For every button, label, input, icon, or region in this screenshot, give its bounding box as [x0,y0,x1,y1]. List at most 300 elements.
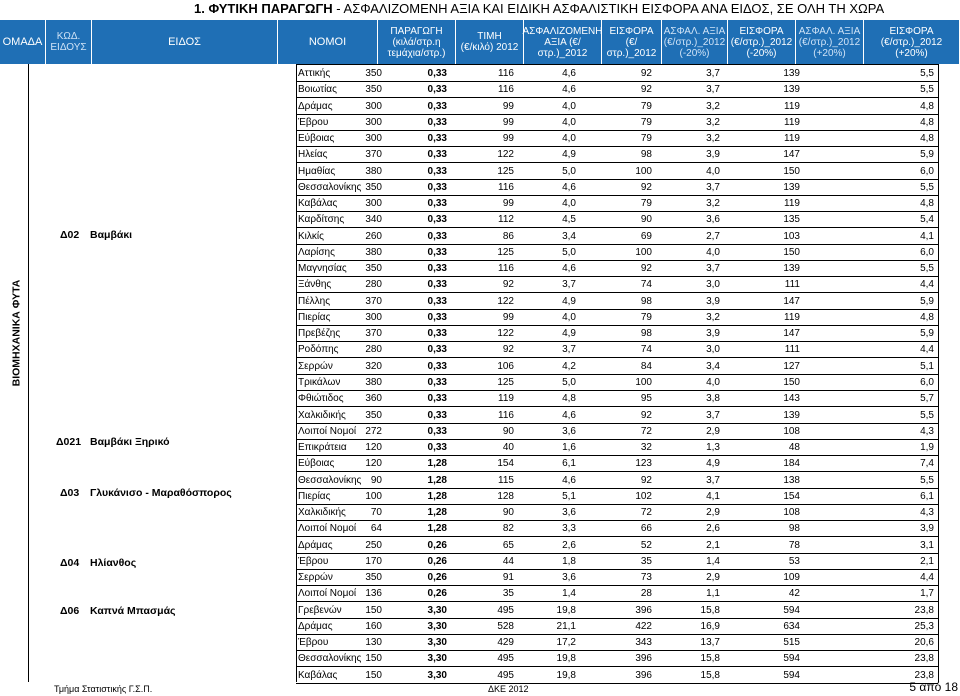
page-number: 5 από 18 [909,680,958,694]
table-cell: 69 [640,230,652,242]
table-cell: 3,2 [706,311,720,323]
group-name: Βαμβάκι [90,229,133,241]
table-cell: 150 [783,246,800,258]
table-cell: 135 [783,214,800,226]
table-cell: Χαλκιδικής [298,507,346,518]
table-cell: 111 [784,279,800,291]
table-cell: 147 [783,295,800,307]
table-cell: Εύβοιας [298,133,335,144]
table-cell: Πιερίας [298,311,331,323]
divider [28,64,29,682]
table-cell: 99 [502,311,514,323]
table-cell: 4,6 [562,84,576,96]
group-code: Δ06 [60,605,80,617]
table-cell: 70 [370,507,382,518]
group-code: Δ04 [60,557,80,569]
table-cell: 2,1 [920,555,934,567]
table-cell: Έβρου [298,116,329,128]
table-cell: 360 [365,393,382,405]
table-cell: 86 [502,230,514,242]
table-cell: 3,0 [706,279,720,291]
header-paragogi: ΠΑΡΑΓΩΓΗ (κιλά/στρ.η τεμάχια/στρ.) [378,20,456,64]
table-cell: 4,3 [920,507,934,518]
table-cell: 1,28 [427,523,447,535]
table-cell: Ημαθίας [298,165,336,177]
table-cell: 150 [365,669,382,681]
table-row [296,163,938,180]
table-cell: 91 [502,572,514,584]
table-cell: 0,26 [427,555,447,567]
table-cell: 147 [783,149,800,161]
table-cell: 1,6 [562,442,576,453]
table-cell: 53 [788,555,800,567]
table-cell: 396 [635,669,652,681]
table-cell: 272 [365,425,382,437]
header-omada: ΟΜΑΔΑ [0,20,46,64]
table-cell: 111 [784,344,800,356]
table-cell: 4,0 [562,198,576,210]
table-cell: 25,3 [914,620,934,632]
table-cell: 396 [635,653,652,665]
table-cell: Βοιωτίας [298,84,337,96]
table-row [296,618,938,635]
table-row [296,634,938,651]
table-cell: 128 [497,490,514,502]
table-cell: 99 [502,133,514,144]
table-cell: 5,0 [562,376,576,388]
table-cell: 6,0 [920,246,934,258]
table-cell: 594 [783,653,800,665]
table-cell: 139 [783,181,800,193]
group-name: Γλυκάνισο - Μαραθόσπορος [90,487,232,499]
table-cell: 1,28 [427,474,447,486]
table-cell: 320 [365,360,382,372]
table-cell: 103 [783,230,800,242]
table-cell: 280 [365,344,382,356]
table-cell: 6,1 [562,458,576,470]
table-cell: 125 [497,165,514,177]
table-cell: Ροδόπης [298,344,339,356]
table-row [296,390,938,407]
table-row [296,569,938,586]
table-cell: Εύβοιας [298,458,335,470]
table-cell: 3,2 [706,100,720,112]
table-cell: 4,8 [920,198,934,210]
table-cell: 5,9 [920,295,934,307]
table-cell: Λοιποί Νομοί [298,523,357,535]
header-eis-minus20: ΕΙΣΦΟΡΑ (€/στρ.)_2012 (-20%) [728,20,796,64]
table-cell: 90 [502,507,514,518]
table-row [296,195,938,212]
table-cell: 116 [498,181,514,193]
table-cell: Σερρών [298,360,333,372]
table-cell: Λοιποί Νομοί [298,588,357,600]
table-row [296,407,938,424]
table-cell: Γρεβενών [298,604,342,616]
table-cell: 4,8 [920,133,934,144]
table-cell: 5,5 [920,409,934,421]
table-cell: 3,9 [706,328,720,340]
table-cell: 3,7 [562,279,576,291]
table-cell: 84 [640,360,652,372]
table-cell: 5,5 [920,181,934,193]
table-cell: 4,6 [562,474,576,486]
table-cell: 4,0 [562,116,576,128]
table-cell: 3,6 [562,507,576,518]
table-cell: 4,9 [562,295,576,307]
table-cell: 0,33 [427,328,447,340]
table-cell: 4,6 [562,409,576,421]
table-cell: 2,6 [562,539,576,551]
table-cell: 300 [365,116,382,128]
table-cell: 634 [783,620,800,632]
table-row [296,325,938,342]
header-asf-minus20: ΑΣΦΑΛ. ΑΞΙΑ (€/στρ.)_2012 (-20%) [662,20,728,64]
table-cell: 66 [640,523,652,535]
table-cell: 109 [783,572,800,584]
header-eis-plus20: ΕΙΣΦΟΡΑ (€/στρ.)_2012 (+20%) [864,20,960,64]
table-cell: 92 [640,474,652,486]
table-cell: 1,8 [562,555,576,567]
table-cell: Καρδίτσης [298,214,345,226]
table-cell: 3,1 [920,539,934,551]
table-cell: 130 [365,637,382,649]
table-cell: 1,4 [562,588,576,600]
table-cell: 350 [365,263,382,275]
table-row [296,602,938,619]
table-cell: 260 [365,230,382,242]
group-code: Δ03 [60,487,80,499]
table-row [296,439,938,456]
table-cell: 136 [365,588,382,600]
table-cell: 3,0 [706,344,720,356]
table-row [296,244,938,261]
table-cell: 4,0 [706,376,720,388]
table-cell: 170 [365,555,382,567]
table-cell: 90 [640,214,652,226]
table-cell: 120 [365,458,382,470]
table-cell: 119 [784,100,800,112]
table-cell: 0,33 [427,279,447,291]
table-cell: Μαγνησίας [298,263,347,275]
table-cell: 5,9 [920,149,934,161]
table-cell: Δράμας [298,100,333,112]
table-cell: Έβρου [298,555,329,567]
table-cell: 4,1 [706,490,720,502]
group-name: Βαμβάκι Ξηρικό [90,436,170,448]
table-cell: 16,9 [700,620,720,632]
table-cell: Τρικάλων [298,376,341,388]
table-cell: 3,7 [706,68,720,79]
table-cell: 65 [502,539,514,551]
table-cell: 370 [365,328,382,340]
table-cell: 4,9 [562,149,576,161]
table-cell: 98 [640,149,652,161]
table-cell: 3,7 [706,181,720,193]
table-cell: 35 [502,588,514,600]
table-cell: 6,0 [920,165,934,177]
table-cell: 21,1 [556,620,576,632]
table-cell: 2,9 [706,425,720,437]
table-cell: 106 [497,360,514,372]
table-cell: 2,9 [706,572,720,584]
table-cell: 92 [640,68,652,79]
table-cell: 1,1 [706,588,720,600]
table-cell: 3,7 [706,409,720,421]
table-cell: 396 [635,604,652,616]
table-cell: 300 [365,311,382,323]
table-cell: 5,4 [920,214,934,226]
table-cell: 3,2 [706,116,720,128]
table-row [296,423,938,440]
table-cell: 3,30 [427,669,447,681]
table-cell: 495 [497,653,514,665]
table-cell: 100 [635,246,652,258]
table-cell: 122 [497,295,514,307]
table-cell: 23,8 [914,669,934,681]
table-row [296,260,938,277]
header-asfalizomeni: ΑΣΦΑΛΙΖΟΜΕΝΗ ΑΞΙΑ (€/στρ.)_2012 [524,20,602,64]
table-cell: 5,5 [920,84,934,96]
table-cell: 40 [502,442,514,453]
table-cell: 154 [497,458,514,470]
table-cell: 350 [365,572,382,584]
header-nomoi: ΝΟΜΟΙ [278,20,378,64]
header-eisfora: ΕΙΣΦΟΡΑ (€/στρ.)_2012 [602,20,662,64]
table-cell: 72 [640,425,652,437]
table-row [296,455,938,472]
table-cell: 28 [640,588,652,600]
table-cell: 150 [365,604,382,616]
table-cell: 0,33 [427,344,447,356]
table-row [296,374,938,391]
table-cell: 0,33 [427,100,447,112]
table-cell: Πέλλης [298,295,331,307]
table-cell: 0,33 [427,133,447,144]
table-row [296,81,938,98]
table-row [296,667,938,684]
table-cell: 0,33 [427,84,447,96]
table-cell: 4,0 [562,133,576,144]
table-cell: Λαρίσης [298,246,335,258]
table-cell: 4,8 [920,311,934,323]
table-cell: 98 [788,523,800,535]
table-cell: 370 [365,149,382,161]
table-cell: 78 [788,539,800,551]
table-cell: Δράμας [298,539,333,551]
table-cell: 0,33 [427,230,447,242]
table-cell: 99 [502,100,514,112]
table-cell: 0,33 [427,442,447,453]
table-cell: 3,7 [706,263,720,275]
table-cell: 3,4 [706,360,720,372]
table-cell: 139 [783,84,800,96]
table-cell: 23,8 [914,604,934,616]
table-cell: 0,26 [427,588,447,600]
table-cell: 350 [365,68,382,79]
table-cell: 380 [365,376,382,388]
table-cell: Δράμας [298,620,333,632]
table-cell: 92 [640,181,652,193]
table-cell: Κιλκίς [298,230,324,242]
table-cell: 52 [640,539,652,551]
table-cell: 5,1 [920,360,934,372]
header-eidos: ΕΙΔΟΣ [92,20,278,64]
table-cell: 4,4 [920,344,934,356]
table-cell: 90 [370,474,382,486]
table-cell: 5,9 [920,328,934,340]
table-cell: 15,8 [700,604,720,616]
table-cell: 3,30 [427,637,447,649]
table-cell: Φθιώτιδος [298,393,344,405]
group-code: Δ021 [56,436,82,448]
table-cell: Επικράτεια [298,442,347,453]
table-cell: 35 [640,555,652,567]
table-cell: Καβάλας [298,669,338,681]
table-cell: 125 [497,246,514,258]
table-cell: 119 [784,198,800,210]
table-cell: 0,33 [427,68,447,79]
table-cell: 300 [365,198,382,210]
table-cell: 13,7 [700,637,720,649]
table-cell: 15,8 [700,653,720,665]
table-cell: 3,8 [706,393,720,405]
table-cell: 4,4 [920,279,934,291]
table-cell: 98 [640,295,652,307]
table-cell: 0,33 [427,360,447,372]
table-row [296,472,938,489]
table-cell: 5,0 [562,246,576,258]
table-cell: 343 [635,637,652,649]
table-cell: 0,33 [427,263,447,275]
table-cell: 138 [783,474,800,486]
table-cell: 150 [783,165,800,177]
table-cell: Πιερίας [298,490,331,502]
table-cell: 64 [370,523,382,535]
table-cell: 108 [783,507,800,518]
table-cell: 0,33 [427,425,447,437]
table-cell: 0,33 [427,393,447,405]
table-cell: 4,1 [920,230,934,242]
table-cell: 380 [365,246,382,258]
table-cell: 123 [635,458,652,470]
table-cell: 4,5 [562,214,576,226]
table-cell: 143 [783,393,800,405]
table-row [296,179,938,196]
table-cell: 139 [783,263,800,275]
table-cell: 115 [498,474,514,486]
table-cell: 380 [365,165,382,177]
group-code: Δ02 [60,229,80,241]
table-cell: 184 [783,458,800,470]
table-row [296,276,938,293]
table-cell: 4,9 [706,458,720,470]
table-cell: 1,28 [427,507,447,518]
table-cell: Καβάλας [298,198,338,210]
table-row [296,537,938,554]
table-cell: 4,8 [562,393,576,405]
table-cell: 119 [784,116,800,128]
table-cell: 19,8 [556,604,576,616]
table-row [296,650,938,667]
table-cell: 79 [640,198,652,210]
table-cell: Θεσσαλονίκης [298,474,362,486]
header-kod: ΚΩΔ. ΕΙΔΟΥΣ [46,20,92,64]
table-cell: 44 [502,555,514,567]
table-cell: 4,8 [920,116,934,128]
table-cell: 82 [502,523,514,535]
footer-code: ΔΚΕ 2012 [488,684,529,694]
table-cell: 0,33 [427,165,447,177]
table-cell: 3,9 [706,149,720,161]
table-cell: 515 [783,637,800,649]
table-row [296,114,938,131]
table-row [296,488,938,505]
table-cell: 5,1 [562,490,576,502]
table-cell: 116 [498,84,514,96]
table-cell: 3,30 [427,604,447,616]
table-cell: 120 [365,442,382,453]
table-cell: 4,6 [562,263,576,275]
table-row [296,553,938,570]
table-cell: 0,33 [427,295,447,307]
table-cell: 594 [783,604,800,616]
table-cell: 72 [640,507,652,518]
table-cell: 5,5 [920,68,934,79]
table-cell: 0,33 [427,311,447,323]
table-cell: 1,4 [706,555,720,567]
table-row [296,98,938,115]
table-cell: 3,6 [706,214,720,226]
table-cell: 4,0 [706,246,720,258]
table-cell: 150 [365,653,382,665]
table-cell: 17,2 [556,637,576,649]
table-cell: 102 [635,490,652,502]
table-cell: 92 [502,344,514,356]
table-cell: 6,0 [920,376,934,388]
table-row [296,228,938,245]
table-cell: 4,0 [706,165,720,177]
table-row [296,358,938,375]
table-cell: Ξάνθης [298,279,332,291]
table-cell: 92 [640,84,652,96]
header-timi: ΤΙΜΗ (€/κιλό) 2012 [456,20,524,64]
table-row [296,341,938,358]
table-row [296,504,938,521]
table-cell: 4,0 [562,311,576,323]
table-cell: Ηλείας [298,149,328,161]
table-cell: 4,9 [562,328,576,340]
table-cell: 1,7 [920,588,934,600]
table-cell: 122 [497,149,514,161]
table-cell: 0,33 [427,149,447,161]
table-row [296,293,938,310]
table-cell: 116 [498,68,514,79]
table-row [296,130,938,147]
table-cell: Θεσσαλονίκης [298,653,362,665]
table-cell: 74 [640,279,652,291]
table-cell: 122 [497,328,514,340]
table-cell: 300 [365,133,382,144]
table-cell: 100 [635,376,652,388]
table-cell: 340 [365,214,382,226]
footer-department: Τμήμα Στατιστικής Γ.Σ.Π. [54,684,153,694]
table-cell: 15,8 [700,669,720,681]
table-cell: 5,5 [920,263,934,275]
table-cell: 5,5 [920,474,934,486]
table-cell: 0,26 [427,539,447,551]
table-cell: 2,6 [706,523,720,535]
